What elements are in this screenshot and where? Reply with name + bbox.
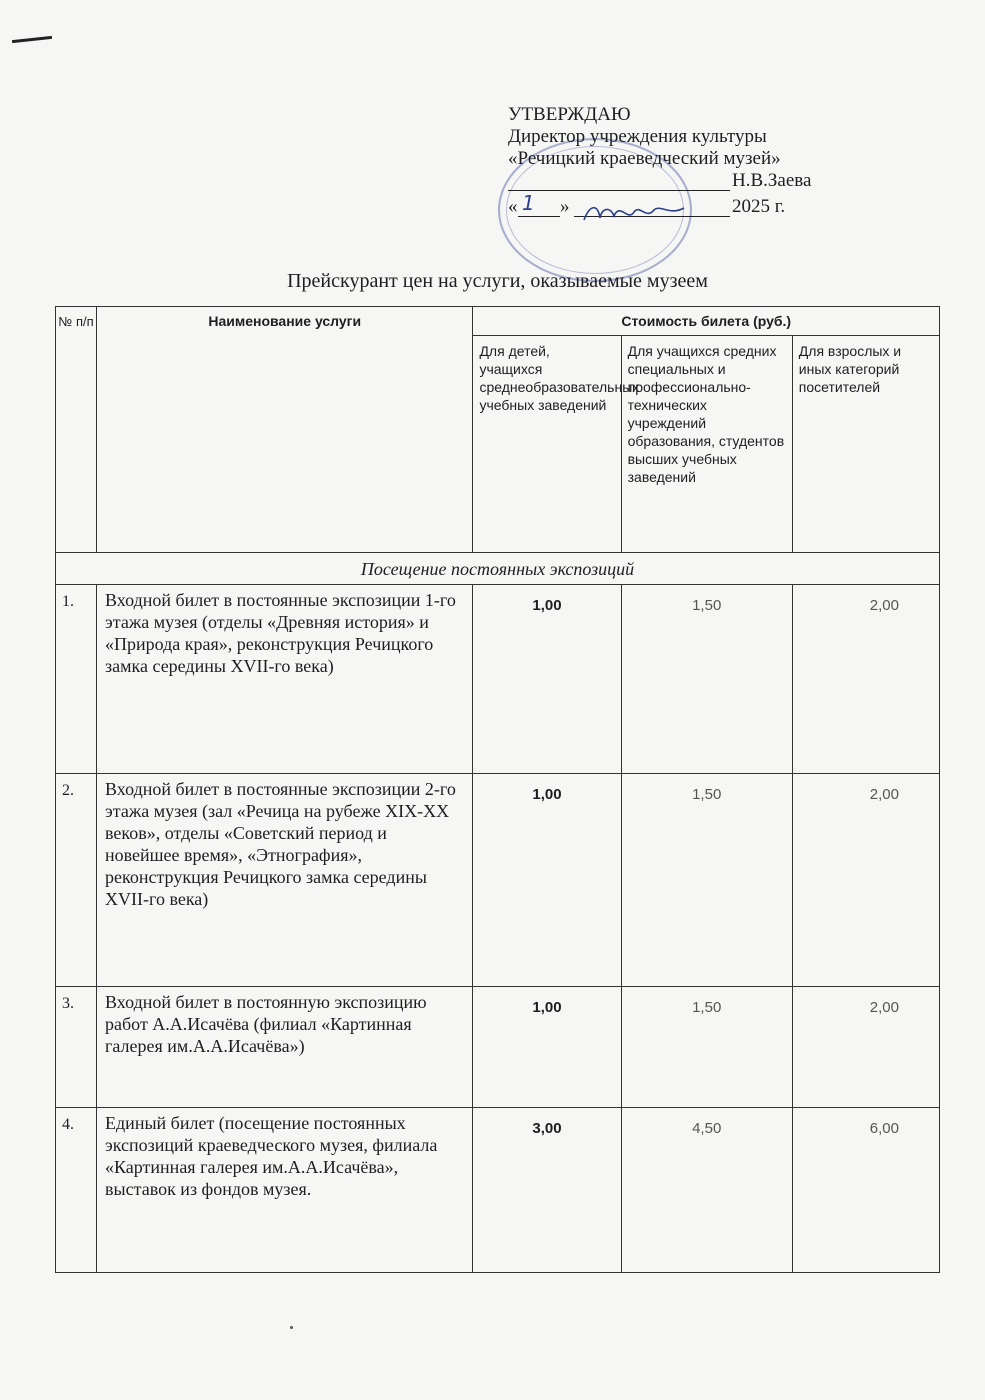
row-price-children: 1,00 <box>473 585 621 774</box>
header-number: № п/п <box>56 307 97 553</box>
row-number: 1. <box>56 585 97 774</box>
row-price-students: 1,50 <box>621 585 792 774</box>
row-price-adults: 2,00 <box>792 774 939 987</box>
date-close-quote: » <box>560 196 570 217</box>
row-price-students: 1,50 <box>621 987 792 1108</box>
approval-position-line2: «Речицкий краеведческий музей» <box>508 148 781 169</box>
subheader-children: Для детей, учащихся среднеобразовательных учебных заведений <box>473 336 621 553</box>
table-row <box>56 774 940 987</box>
header-service-name: Наименование услуги <box>97 307 473 553</box>
row-price-students: 4,50 <box>621 1108 792 1273</box>
table-row <box>56 1108 940 1273</box>
approval-heading: УТВЕРЖДАЮ <box>508 104 631 125</box>
date-day: 1 <box>522 191 535 215</box>
subheader-adults: Для взрослых и иных категорий посетителей <box>792 336 939 553</box>
row-price-adults: 2,00 <box>792 987 939 1108</box>
date-day-line <box>518 216 560 217</box>
row-number: 4. <box>56 1108 97 1273</box>
table-row <box>56 585 940 774</box>
row-number: 3. <box>56 987 97 1108</box>
approval-position-line1: Директор учреждения культуры <box>508 126 767 147</box>
row-price-adults: 2,00 <box>792 585 939 774</box>
row-service-name: Входной билет в постоянные экспозиции 1-го этажа музея (отделы «Древняя история» и «Природа края», реконструкция Речицкого замка середины XVII-го века) <box>97 585 473 774</box>
row-service-name: Единый билет (посещение постоянных экспозиций краеведческого музея, филиала «Картинная галерея им.А.А.Исачёва», выставок из фондов музея. <box>97 1108 473 1273</box>
document-title-text: Прейскурант цен на услуги, оказываемые музеем <box>287 270 708 292</box>
price-table <box>55 306 940 1273</box>
date-open-quote: « <box>508 196 518 217</box>
section-row <box>56 553 940 585</box>
subheader-students: Для учащихся средних специальных и профессионально-технических учреждений образования, студентов высших учебных заведений <box>621 336 792 553</box>
signature-row <box>508 170 848 196</box>
signature-line <box>508 190 730 191</box>
document-title <box>0 270 985 293</box>
row-price-children: 1,00 <box>473 774 621 987</box>
handwritten-signature <box>580 198 690 228</box>
table-header-row <box>56 307 940 336</box>
row-price-adults: 6,00 <box>792 1108 939 1273</box>
header-ticket-price: Стоимость билета (руб.) <box>473 307 940 336</box>
table-row <box>56 987 940 1108</box>
row-price-children: 3,00 <box>473 1108 621 1273</box>
row-price-children: 1,00 <box>473 987 621 1108</box>
row-service-name: Входной билет в постоянную экспозицию работ А.А.Исачёва (филиал «Картинная галерея им.А.А.Исачёва») <box>97 987 473 1108</box>
corner-mark <box>12 36 52 43</box>
scan-speck <box>290 1326 293 1329</box>
date-year: 2025 г. <box>732 196 786 217</box>
row-price-students: 1,50 <box>621 774 792 987</box>
director-name: Н.В.Заева <box>732 170 812 191</box>
row-service-name: Входной билет в постоянные экспозиции 2-го этажа музея (зал «Речица на рубеже XIX-XX веков», отделы «Советский период и новейшее время», «Этнография», реконструкция Речицкого замка середины XVII-го века) <box>97 774 473 987</box>
section-title: Посещение постоянных экспозиций <box>56 553 940 585</box>
row-number: 2. <box>56 774 97 987</box>
